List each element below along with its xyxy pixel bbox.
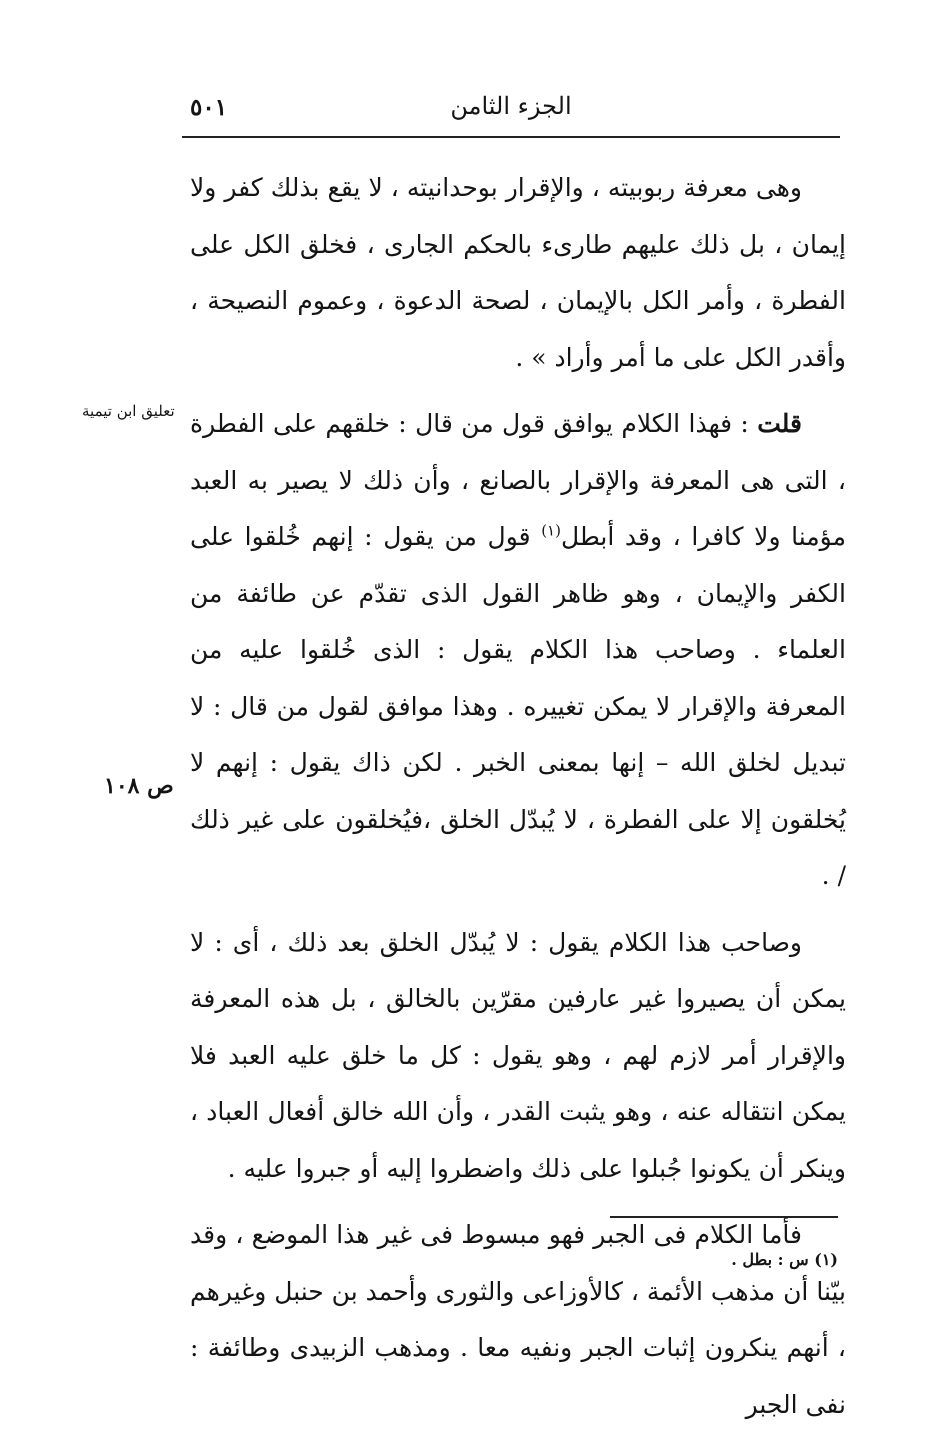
paragraph-1	[190, 160, 846, 386]
page-number: ٥٠١	[190, 94, 228, 121]
paragraph-text: وصاحب هذا الكلام يقول : لا يُبدّل الخلق بعد ذلك ، أى : لا يمكن أن يصيروا غير عارفين مقرّين بالخالق ، بل هذه المعرفة والإقرار أمر لازم لهم ، وهو يقول : كل ما خلق عليه العبد فلا يمكن انتقاله عنه ، وهو يثبت القدر ، وأن الله خالق أفعال العباد ، وينكر أن يكونوا جُبلوا على ذلك واضطروا إليه أو جبروا عليه .	[190, 927, 846, 1183]
margin-note-original-page: ص ١٠٨	[104, 773, 174, 799]
paragraph-text: : فهذا الكلام يوافق قول من قال : خلقهم على الفطرة ، التى هى المعرفة والإقرار بالصانع ، وأن ذلك لا يصير به العبد مؤمنا ولا كافرا ، وقد أبطل	[190, 409, 846, 551]
paragraph-3	[190, 915, 846, 1198]
paragraph-lead: قلت	[757, 409, 802, 438]
margin-note-commentary: تعليق ابن تيمية	[82, 402, 175, 420]
paragraph-text: وهى معرفة ربوبيته ، والإقرار بوحدانيته ، لا يقع بذلك كفر ولا إيمان ، بل ذلك عليهم طارىء بالحكم الجارى ، فخلق الكل على الفطرة ، وأمر الكل بالإيمان ، لصحة الدعوة ، وعموم النصيحة ، وأقدر الكل على ما أمر وأراد » .	[190, 173, 846, 372]
footnote-rule	[610, 1216, 838, 1218]
paragraph-text: فأما الكلام فى الجبر فهو مبسوط فى غير هذا الموضع ، وقد بيّنا أن مذهب الأئمة ، كالأوزاعى والثورى وأحمد بن حنبل وغيرهم ، أنهم ينكرون إثبات الجبر ونفيه معا . ومذهب الزبيدى وطائفة : نفى الجبر	[190, 1220, 846, 1419]
body-text	[190, 160, 846, 1433]
footnote: (١) س : بطل .	[731, 1250, 838, 1269]
paragraph-text-continued: قول من يقول : إنهم خُلقوا على الكفر والإيمان ، وهو ظاهر القول الذى تقدّم عن طائفة من العلماء . وصاحب هذا الكلام يقول : الذى خُلقوا عليه من المعرفة والإقرار لا يمكن تغييره . وهذا موافق لقول من قال : لا تبديل لخلق الله – إنها بمعنى الخبر . لكن ذاك يقول : إنهم لا يُخلقون إلا على الفطرة ، لا يُبدّل الخلق ،فيُخلقون على غير ذلك / .	[190, 522, 846, 890]
header-rule	[182, 136, 840, 138]
paragraph-2	[190, 396, 846, 905]
page-header	[182, 92, 840, 132]
running-title: الجزء الثامن	[450, 92, 572, 120]
footnote-reference: (١)	[541, 521, 561, 540]
paragraph-4	[190, 1207, 846, 1433]
